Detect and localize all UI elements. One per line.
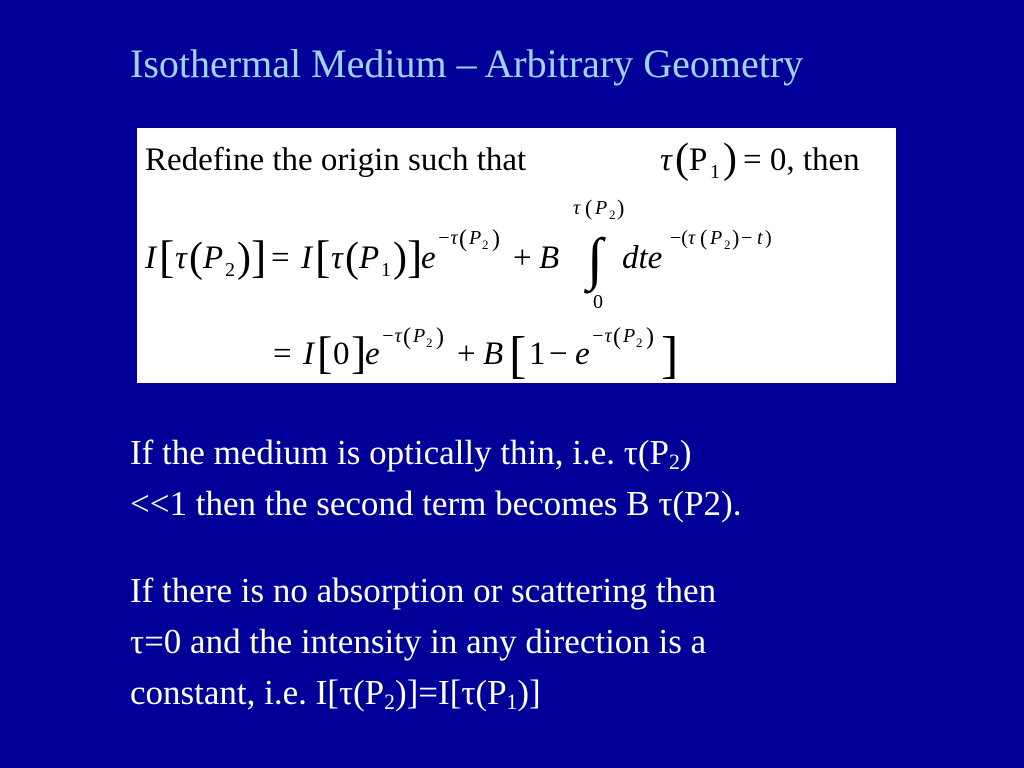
- svg-text:=: =: [273, 336, 292, 372]
- svg-text:−(: −(: [670, 227, 688, 249]
- svg-text:1: 1: [710, 161, 720, 183]
- svg-text:∫: ∫: [587, 226, 603, 291]
- svg-text:2: 2: [482, 237, 489, 252]
- text-segment: constant, i.e. I[τ(P: [130, 673, 385, 712]
- svg-text:2: 2: [426, 335, 433, 350]
- svg-text:[: [: [159, 231, 175, 282]
- slide-title: Isothermal Medium – Arbitrary Geometry: [130, 41, 804, 86]
- svg-text:(: (: [403, 324, 411, 350]
- svg-text:(: (: [585, 195, 593, 220]
- svg-text:): ): [723, 136, 737, 182]
- svg-text:P: P: [413, 325, 426, 347]
- svg-text:B: B: [483, 336, 504, 372]
- svg-text:I: I: [145, 240, 156, 276]
- text-segment: )]: [517, 673, 541, 712]
- text-segment: ): [679, 433, 692, 472]
- svg-text:(: (: [675, 136, 689, 182]
- svg-text:(: (: [189, 235, 203, 281]
- svg-text:2: 2: [609, 207, 616, 222]
- svg-text:[: [: [509, 327, 527, 383]
- svg-text:τ: τ: [175, 240, 187, 276]
- equation-box: [137, 128, 896, 383]
- paragraph-no-absorption-line-1: If there is no absorption or scattering then: [130, 571, 717, 610]
- svg-text:): ): [617, 195, 625, 220]
- svg-text:2: 2: [636, 335, 643, 350]
- subscript: 1: [506, 689, 518, 714]
- svg-text:e: e: [365, 336, 380, 372]
- svg-text:t: t: [757, 227, 763, 249]
- paragraph-optically-thin: [130, 427, 990, 529]
- svg-text:−τ: −τ: [437, 227, 458, 249]
- svg-text:[: [: [317, 327, 333, 378]
- svg-text:): ): [765, 227, 772, 249]
- svg-text:−: −: [549, 336, 568, 372]
- svg-text:2: 2: [225, 259, 235, 281]
- text-segment: )]=I[τ(P: [395, 673, 507, 712]
- svg-text:P: P: [469, 227, 482, 249]
- svg-text:]: ]: [407, 231, 423, 282]
- paragraph-optically-thin-line-2: <<1 then the second term becomes B τ(P2).: [130, 484, 742, 523]
- equation-line-2: [144, 195, 772, 313]
- svg-text:P: P: [623, 325, 636, 347]
- svg-text:1: 1: [381, 259, 391, 281]
- svg-text:2: 2: [724, 237, 731, 252]
- equation-line-1: [145, 136, 860, 183]
- svg-text:P: P: [689, 142, 708, 178]
- svg-text:−: −: [741, 227, 753, 249]
- text-segment: If the medium is optically thin, i.e. τ(P: [130, 433, 669, 472]
- svg-text:]: ]: [351, 327, 367, 378]
- svg-text:): ): [393, 235, 407, 281]
- svg-text:B: B: [539, 240, 560, 276]
- equation-line-1-prefix: Redefine the origin such that: [145, 142, 527, 178]
- svg-text:e: e: [575, 336, 590, 372]
- svg-text:τ: τ: [688, 227, 696, 249]
- svg-text:P: P: [710, 227, 723, 249]
- paragraph-optically-thin-line-1: [130, 427, 990, 478]
- svg-text:]: ]: [251, 231, 267, 282]
- equation-line-3: [273, 324, 678, 383]
- svg-text:): ): [732, 225, 740, 250]
- svg-text:e: e: [421, 240, 436, 276]
- svg-text:): ): [237, 235, 251, 281]
- svg-text:+: +: [513, 240, 532, 276]
- svg-text:(: (: [459, 226, 467, 252]
- subscript: 2: [384, 689, 395, 714]
- svg-text:0: 0: [333, 336, 350, 372]
- paragraph-no-absorption: [130, 565, 990, 718]
- svg-text:=: =: [271, 240, 290, 276]
- paragraph-no-absorption-line-3: [130, 667, 990, 718]
- svg-text:(: (: [345, 235, 359, 281]
- svg-text:(: (: [613, 324, 621, 350]
- svg-text:−τ: −τ: [591, 325, 612, 347]
- svg-text:): ): [436, 324, 444, 350]
- svg-text:τ: τ: [331, 240, 343, 276]
- svg-text:τ: τ: [660, 142, 672, 178]
- svg-text:P: P: [359, 240, 380, 276]
- svg-text:0: 0: [593, 291, 603, 313]
- paragraph-no-absorption-line-2: τ=0 and the intensity in any direction is a: [130, 622, 707, 661]
- svg-text:1: 1: [529, 336, 546, 372]
- svg-text:dte: dte: [622, 240, 663, 276]
- svg-text:[: [: [315, 231, 331, 282]
- subscript: 2: [668, 449, 680, 474]
- svg-text:]: ]: [661, 327, 679, 383]
- svg-text:P: P: [595, 197, 608, 219]
- svg-text:): ): [492, 226, 500, 252]
- svg-text:= 0, then: = 0, then: [743, 142, 860, 178]
- svg-text:+: +: [457, 336, 476, 372]
- svg-text:I: I: [303, 336, 314, 372]
- svg-text:): ): [646, 324, 654, 350]
- svg-text:I: I: [301, 240, 312, 276]
- svg-text:P: P: [203, 240, 224, 276]
- svg-text:−τ: −τ: [381, 325, 402, 347]
- svg-text:(: (: [700, 225, 708, 250]
- svg-text:τ: τ: [573, 197, 581, 219]
